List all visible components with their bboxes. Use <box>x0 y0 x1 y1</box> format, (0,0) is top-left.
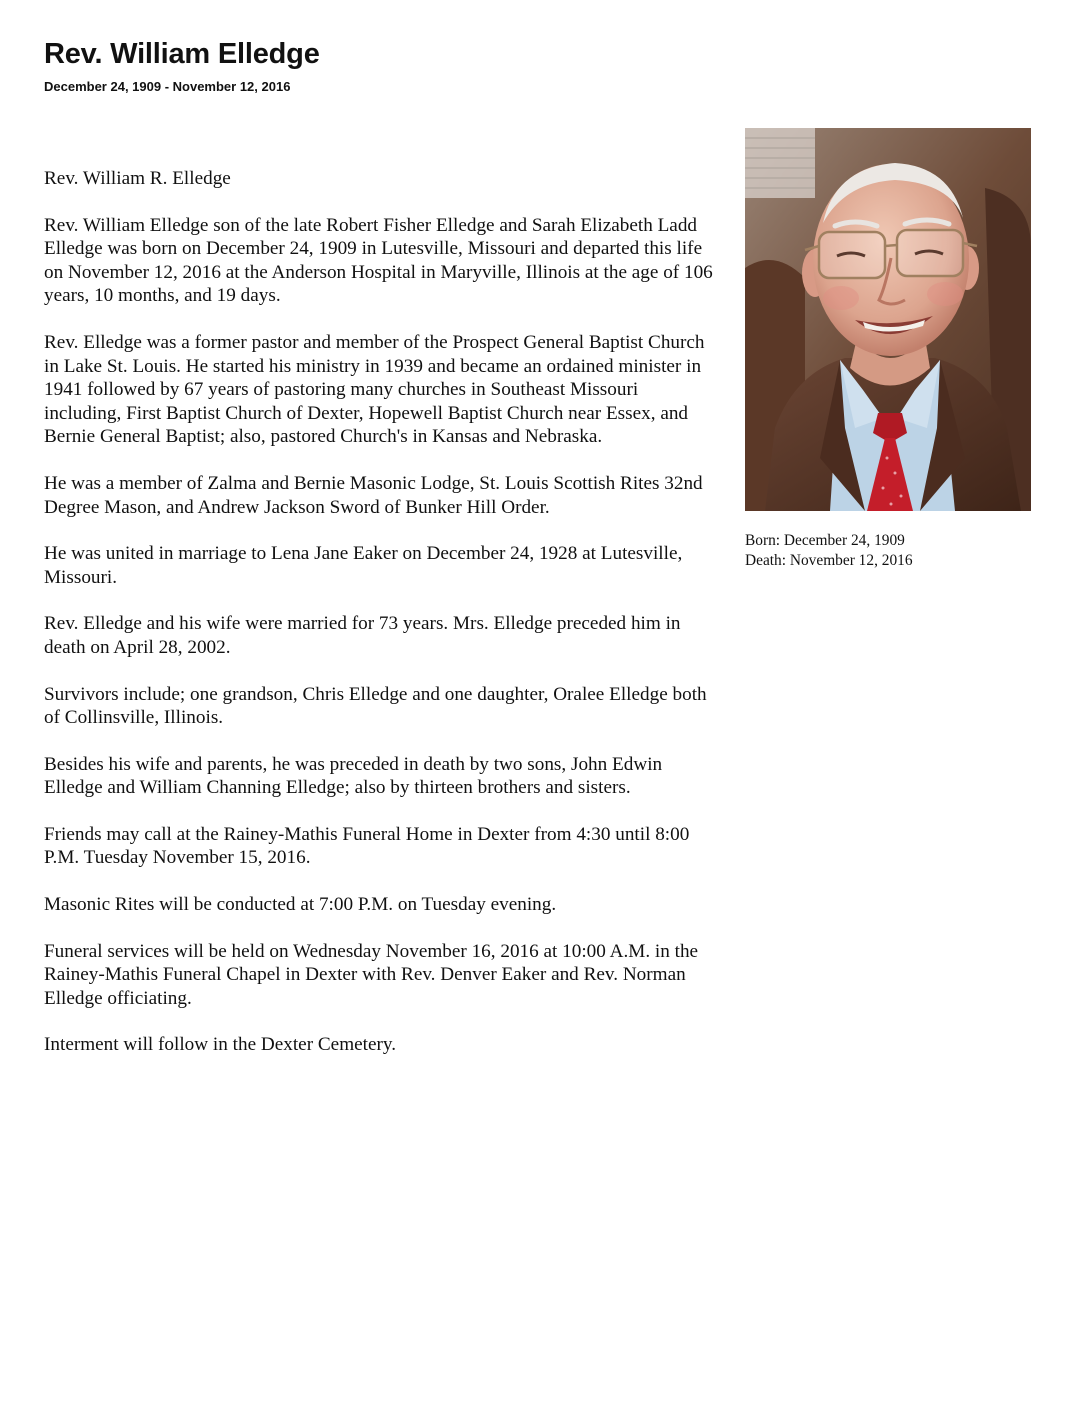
obituary-paragraph-survivors: Survivors include; one grandson, Chris Elledge and one daughter, Oralee Elledge both of Collinsville, Illinois. <box>44 683 707 729</box>
obituary-paragraph-ministry: Rev. Elledge was a former pastor and member of the Prospect General Baptist Church in Lake St. Louis. He started his ministry in 1939 and became an ordained minister in 1941 followed by 67 years of pastoring many churches in Southeast Missouri including, First Baptist Church of Dexter, Hopewell Baptist Church near Essex, and Bernie General Baptist; also, pastored Church's in Kansas and Nebraska. <box>44 331 705 448</box>
caption-death: Death: November 12, 2016 <box>745 552 913 569</box>
obituary-paragraph-visitation: Friends may call at the Rainey-Mathis Funeral Home in Dexter from 4:30 until 8:00 P.M. Tuesday November 15, 2016. <box>44 823 690 869</box>
obituary-paragraph-marriage: He was united in marriage to Lena Jane Eaker on December 24, 1928 at Lutesville, Missouri. <box>44 543 683 588</box>
portrait-illustration <box>745 128 1031 511</box>
page-title: Rev. William Elledge <box>44 38 320 70</box>
obituary-paragraph-birth: Rev. William Elledge son of the late Robert Fisher Elledge and Sarah Elizabeth Ladd Elledge was born on December 24, 1909 in Lutesville, Missouri and departed this life on November 12, 2016 at the Anderson Hospital in Maryville, Illinois at the age of 106 years, 10 months, and 19 days. <box>44 214 713 307</box>
photo-caption <box>745 531 1045 571</box>
obituary-body <box>44 167 716 1080</box>
obituary-paragraph-masonic: He was a member of Zalma and Bernie Masonic Lodge, St. Louis Scottish Rites 32nd Degree Mason, and Andrew Jackson Sword of Bunker Hill Order. <box>44 472 703 518</box>
obituary-paragraph-wife: Rev. Elledge and his wife were married for 73 years. Mrs. Elledge preceded him in death on April 28, 2002. <box>44 613 681 658</box>
obituary-paragraph-funeral: Funeral services will be held on Wednesday November 16, 2016 at 10:00 A.M. in the Rainey-Mathis Funeral Chapel in Dexter with Rev. Denver Eaker and Rev. Norman Elledge officiating. <box>44 940 699 1009</box>
portrait-photo <box>745 128 1031 511</box>
obituary-paragraph-preceded: Besides his wife and parents, he was preceded in death by two sons, John Edwin Elledge and William Channing Elledge; also by thirteen brothers and sisters. <box>44 753 663 799</box>
obituary-paragraph-masonic-rites: Masonic Rites will be conducted at 7:00 P.M. on Tuesday evening. <box>44 894 557 916</box>
caption-born: Born: December 24, 1909 <box>745 532 905 549</box>
obituary-paragraph-interment: Interment will follow in the Dexter Cemetery. <box>44 1034 397 1056</box>
obituary-heading-name: Rev. William R. Elledge <box>44 168 231 189</box>
life-dates: December 24, 1909 - November 12, 2016 <box>44 79 291 94</box>
